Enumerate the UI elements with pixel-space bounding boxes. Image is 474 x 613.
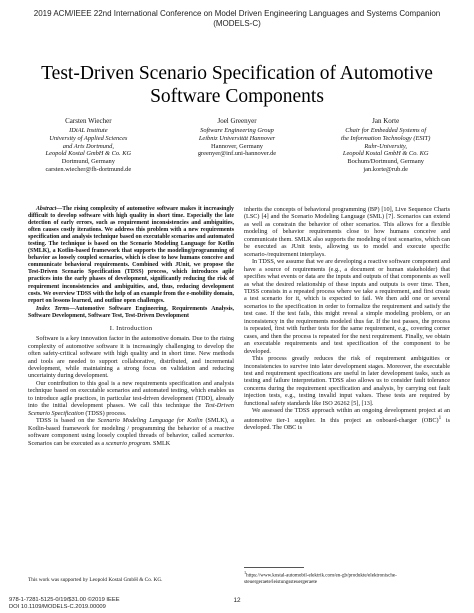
body-paragraph: We assessed the TDSS approach within an ongoing development project at an automotive tier-1 supplier. In this project an onboard-charger (OBC)$^1$ is developed. The OBC is (244, 407, 450, 432)
author-email[interactable]: greenyer@inf.uni-hannover.de (197, 150, 277, 158)
doi-line[interactable]: DOI 10.1109/MODELS-C.2019.00009 (9, 604, 106, 610)
intro-paragraph-1: Software is a key innovation factor in the automotive domain. Due to the rising complexity of automotive software it is increasingly challenging to develop the often safety-critical software with high quality and in short time. New methods and tools are needed to support collaborative, distributed, and incremental development, while maintaining a strong focus on validation and reducing uncertainty during development. (28, 335, 234, 380)
author-name: Joel Greenyer (217, 117, 257, 125)
index-terms-text: —Automotive Software Engineering, Requirements Analysis, Software Development, Software Test, Test-Driven Development (28, 305, 234, 319)
author-1 (14, 117, 163, 174)
author-email[interactable]: carsten.wiecher@fh-dortmund.de (45, 165, 132, 173)
intro-paragraph-3: TDSS is based on the Scenario Modeling Language for Kotlin (SMLK), a Kotlin-based framework for modeling / programming the behavior of a reactive software component using loosely coupled threads of behavior, called scenarios. Scenarios can be executed as a scenario program. SMLK (28, 417, 235, 447)
author-affiliation: and Arts Dortmund, (62, 142, 114, 150)
paper-title (30, 62, 444, 108)
index-terms (28, 306, 234, 320)
abstract-label: Abstract (36, 206, 57, 212)
footnote-1: $^1$https://www.kostal-automobil-elektrik.com/en-gb/produkte/elektronische-steuergeraete/leistungssteuergeraete (244, 570, 397, 585)
author-affiliation: Ruhr-University, (364, 142, 407, 150)
author-name: Carsten Wiecher (65, 117, 112, 125)
author-affiliation: IDiAL Institute (69, 127, 108, 134)
author-email[interactable]: jan.korte@rub.de (363, 165, 408, 173)
intro-paragraph-2: Our contribution to this goal is a new requirements specification and analysis technique based on executable scenarios and automated testing, which enables us to introduce agile practices, in particular test-driven development (TDD), already into the initial development phases. We call this technique the Test-Driven Scenario Specification (TDSS) process. (28, 379, 234, 417)
conference-header-line-1: 2019 ACM/IEEE 22nd International Conference on Model Driven Engineering Languages and Systems Companion (33, 9, 441, 18)
left-column (28, 206, 234, 447)
author-affiliation: the Information Technology (ESIT) (340, 134, 431, 142)
author-affiliation: Software Engineering Group (200, 127, 274, 134)
isbn-line: 978-1-7281-5125-0/19/$31.00 ©2019 IEEE (9, 597, 120, 603)
copyright-footer (9, 597, 120, 611)
author-location: Hannover, Germany (211, 142, 263, 150)
author-location: Dortmund, Germany (61, 158, 115, 166)
paper-title-line-2: Software Components (150, 86, 324, 107)
author-affiliation: Leopold Kostal GmbH & Co. KG (342, 150, 429, 158)
paper-title-line-1: Test-Driven Scenario Specification of Automotive (41, 63, 433, 84)
author-3 (311, 117, 460, 174)
abstract-text: —The rising complexity of automotive software makes it increasingly difficult to develop software with high quality in short time. Especially the late detection of early errors, such as requirement inconsistencies and ambiguities, often causes costly iterations. We address this problem with a new requirements specification and analysis technique based on executable scenarios and automated testing. The technique is based on the Scenario Modeling Language for Kotlin (SMLK), a Kotlin-based framework that supports the modeling/programming of behavior as loosely coupled scenarios, which is close to how humans conceive and communicate behavioral requirements. Combined with JUnit, we propose the Test-Driven Scenario Specification (TDSS) process, which introduces agile practices into the early phases of development, significantly reducing the risk of requirement inconsistencies and ambiguities, and, thus, reducing development costs. We overview TDSS with the help of an example from the e-mobility domain, report on lessons learned, and outline open challenges. (28, 206, 235, 304)
author-affiliation: Leibniz Universität Hannover (198, 134, 276, 142)
author-2 (163, 117, 312, 174)
footnote-marker[interactable]: 1 (438, 414, 442, 421)
support-footnote: This work was supported by Leopold Kostal GmbH & Co. KG. (28, 577, 163, 583)
section-heading-introduction: I. Introduction (109, 324, 153, 332)
conference-header (0, 9, 474, 29)
abstract (28, 206, 234, 305)
footnote-divider (244, 567, 304, 568)
author-location: Bochum/Dortmund, Germany (347, 158, 425, 166)
body-paragraph: In TDSS, we assume that we are developing a reactive software component and have a source of requirements (e.g., a document or human stakeholder) that specifies what events or data are the inputs and outputs of that components as well as what the desired relationship of these inputs and outputs is over time. Then, TDSS consists in a repeated process where we take a requirement, and first create a test scenario for it, which is expected to fail. We then add one or several scenarios to the specification in order to formalize the requirement and satisfy the test case. If the test fails, this might reveal a simple modeling problem, or an inconsistency in the requirements modeled thus far. If the test passes, the process is repeated, first with further tests for the same requirement, e.g., covering corner cases, and then the process is repeated for the next requirement. Finally, we obtain an executable requirements and test specification of the component to be developed. (244, 258, 450, 355)
index-terms-label: Index Terms (36, 305, 70, 312)
author-affiliation: Chair for Embedded Systems of (345, 127, 427, 134)
footnote-url[interactable]: https://www.kostal-automobil-elektrik.com/en-gb/produkte/elektronische-steuergeraete/leistungssteuergeraete (244, 572, 397, 585)
page-number: 12 (233, 597, 241, 604)
body-paragraph: This process greatly reduces the risk of requirement ambiguities or inconsistencies to survive into later development stages. Moreover, the executable test and requirement specifications are useful in later development tasks, such as testing and failure interpretation. TDSS also allows us to consider fault tolerance concerns during the requirement specification and analysis, by carrying out fault injection tests, e.g., testing invalid input values. These tests are required by functional safety standards like ISO 26262 [5], [13]. (244, 355, 450, 407)
conference-header-line-2: (MODELS-C) (213, 19, 261, 28)
author-name: Jan Korte (372, 117, 400, 125)
body-paragraph: inherits the concepts of behavioral programming (BP) [10], Live Sequence Charts (LSC) [4] and the Scenario Modeling Language (SML) [7]. Scenarios can extend as well as constrain the behavior of other scenarios. This allows for a flexible modeling of behavior requirements close to how humans conceive and communicate them. SMLK also supports the modeling of test scenarios, which can be executed as JUnit tests, allowing us to model and execute specific scenario-/requirement interplays. (244, 206, 450, 258)
author-block (14, 117, 460, 174)
right-column (244, 206, 450, 432)
author-affiliation: University of Applied Sciences (49, 134, 128, 142)
author-affiliation: Leopold Kostal GmbH & Co. KG (45, 150, 132, 158)
